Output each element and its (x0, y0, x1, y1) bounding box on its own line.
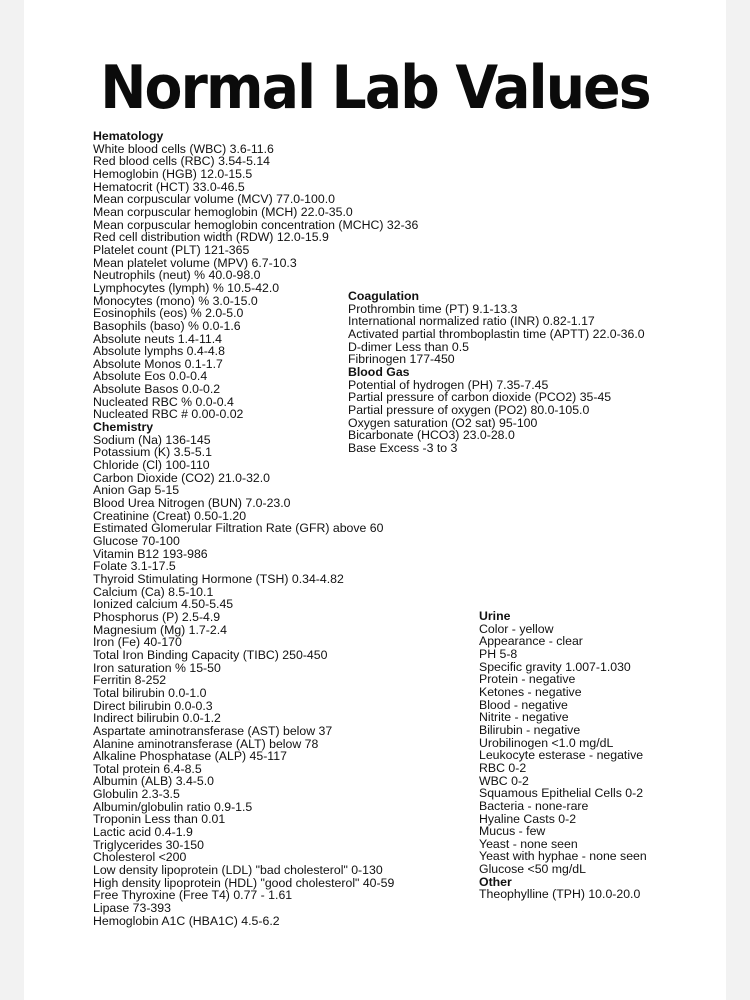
lab-value-line: Appearance - clear (479, 634, 583, 649)
lab-value-line: Red blood cells (RBC) 3.54-5.14 (93, 154, 271, 169)
lab-value-line: Theophylline (TPH) 10.0-20.0 (479, 887, 641, 902)
page-title: Normal Lab Values (100, 53, 650, 123)
lab-value-line: Mean platelet volume (MPV) 6.7-10.3 (93, 255, 297, 270)
lab-value-line: Platelet count (PLT) 121-365 (93, 242, 250, 257)
lab-value-line: Alanine aminotransferase (ALT) below 78 (93, 736, 319, 751)
lab-value-line: Total bilirubin 0.0-1.0 (93, 685, 207, 700)
section-chemistry (93, 421, 418, 927)
lab-value-line: Eosinophils (eos) % 2.0-5.0 (93, 306, 244, 321)
lab-value-line: Absolute Basos 0.0-0.2 (93, 382, 221, 397)
lab-value-line: Aspartate aminotransferase (AST) below 37 (93, 723, 333, 738)
lab-value-line: Yeast with hyphae - none seen (479, 849, 647, 864)
lab-value-line: Estimated Glomerular Filtration Rate (GFR) above 60 (93, 521, 384, 536)
lab-value-line: Bilirubin - negative (479, 722, 581, 737)
lab-value-line: Partial pressure of oxygen (PO2) 80.0-105.0 (348, 402, 590, 417)
lab-value-line: Activated partial thromboplastin time (APTT) 22.0-36.0 (348, 326, 645, 341)
lab-value-line: Free Thyroxine (Free T4) 0.77 - 1.61 (93, 888, 293, 903)
lab-value-line: Albumin (ALB) 3.4-5.0 (93, 774, 214, 789)
lab-value-line: Glucose <50 mg/dL (479, 862, 586, 877)
lab-value-line: Magnesium (Mg) 1.7-2.4 (93, 622, 227, 637)
lab-value-line: RBC 0-2 (479, 760, 527, 775)
middle-column (348, 290, 645, 455)
lab-value-line: Direct bilirubin 0.0-0.3 (93, 698, 213, 713)
section-other (479, 876, 647, 901)
lab-value-line: Bicarbonate (HCO3) 23.0-28.0 (348, 428, 515, 443)
lab-value-line: Absolute lymphs 0.4-4.8 (93, 344, 225, 359)
lab-value-line: Mean corpuscular hemoglobin concentration (MCHC) 32-36 (93, 217, 419, 232)
section-heading: Other (479, 874, 512, 889)
lab-value-line: International normalized ratio (INR) 0.82-1.17 (348, 314, 595, 329)
lab-value-line: Neutrophils (neut) % 40.0-98.0 (93, 268, 261, 283)
lab-value-line: Mean corpuscular hemoglobin (MCH) 22.0-35.0 (93, 204, 353, 219)
lab-value-line: Lactic acid 0.4-1.9 (93, 825, 193, 840)
lab-value-line: Ferritin 8-252 (93, 673, 167, 688)
lab-value-line: Leukocyte esterase - negative (479, 748, 644, 763)
lab-value-line: Prothrombin time (PT) 9.1-13.3 (348, 301, 518, 316)
lab-value-line: Calcium (Ca) 8.5-10.1 (93, 584, 214, 599)
lab-value-line: Alkaline Phosphatase (ALP) 45-117 (93, 749, 287, 764)
section-heading: Chemistry (93, 420, 154, 435)
lab-value-line: Hematocrit (HCT) 33.0-46.5 (93, 179, 245, 194)
lab-value-line: Potassium (K) 3.5-5.1 (93, 445, 212, 460)
section-coagulation (348, 290, 645, 366)
lab-value-line: White blood cells (WBC) 3.6-11.6 (93, 141, 274, 156)
lab-value-line: Total protein 6.4-8.5 (93, 761, 202, 776)
section-blood-gas (348, 366, 645, 455)
lab-value-line: Blood - negative (479, 697, 568, 712)
lab-value-line: Lymphocytes (lymph) % 10.5-42.0 (93, 280, 280, 295)
lab-value-line: Anion Gap 5-15 (93, 483, 180, 498)
lab-value-line: Partial pressure of carbon dioxide (PCO2) 35-45 (348, 390, 612, 405)
lab-value-line: Low density lipoprotein (LDL) "bad cholesterol" 0-130 (93, 863, 383, 878)
lab-value-line: Mucus - few (479, 824, 546, 839)
left-column (93, 130, 418, 927)
lab-value-line: Nitrite - negative (479, 710, 569, 725)
lab-value-line: Nucleated RBC % 0.0-0.4 (93, 394, 234, 409)
lab-value-line: Absolute Eos 0.0-0.4 (93, 369, 208, 384)
lab-value-line: Glucose 70-100 (93, 534, 180, 548)
section-heading: Blood Gas (348, 364, 410, 379)
lab-value-line: Phosphorus (P) 2.5-4.9 (93, 609, 221, 624)
lab-value-line: Chloride (Cl) 100-110 (93, 458, 210, 473)
lab-value-line: Iron (Fe) 40-170 (93, 635, 182, 650)
lab-value-line: Red cell distribution width (RDW) 12.0-15.9 (93, 230, 329, 245)
lab-value-line: Indirect bilirubin 0.0-1.2 (93, 711, 221, 726)
lab-value-line: Cholesterol <200 (93, 850, 187, 865)
lab-value-line: Specific gravity 1.007-1.030 (479, 659, 631, 674)
lab-value-line: Color - yellow (479, 621, 554, 636)
lab-value-line: Iron saturation % 15-50 (93, 660, 221, 675)
lab-value-line: Thyroid Stimulating Hormone (TSH) 0.34-4.82 (93, 571, 344, 586)
lab-value-line: PH 5-8 (479, 646, 518, 661)
lab-value-line: Sodium (Na) 136-145 (93, 432, 211, 447)
lab-value-line: Monocytes (mono) % 3.0-15.0 (93, 293, 258, 308)
lab-value-line: Albumin/globulin ratio 0.9-1.5 (93, 799, 253, 814)
lab-value-line: Potential of hydrogen (PH) 7.35-7.45 (348, 377, 549, 392)
lab-value-line: Fibrinogen 177-450 (348, 352, 455, 367)
lab-value-line: Hemoglobin (HGB) 12.0-15.5 (93, 166, 253, 181)
lab-value-line: Absolute Monos 0.1-1.7 (93, 356, 223, 371)
lab-value-line: Creatinine (Creat) 0.50-1.20 (93, 508, 247, 523)
lab-value-line: High density lipoprotein (HDL) "good cholesterol" 40-59 (93, 875, 395, 890)
lab-value-line: Mean corpuscular volume (MCV) 77.0-100.0 (93, 192, 335, 207)
section-heading: Urine (479, 609, 511, 623)
lab-value-line: Protein - negative (479, 672, 576, 687)
lab-value-line: Absolute neuts 1.4-11.4 (93, 331, 222, 346)
lab-value-line: Globulin 2.3-3.5 (93, 787, 180, 802)
lab-value-line: Oxygen saturation (O2 sat) 95-100 (348, 415, 538, 430)
lab-value-line: Vitamin B12 193-986 (93, 546, 208, 561)
section-heading: Hematology (93, 129, 164, 143)
lab-value-line: Blood Urea Nitrogen (BUN) 7.0-23.0 (93, 496, 291, 511)
lab-value-line: Hyaline Casts 0-2 (479, 811, 577, 826)
right-column (479, 610, 647, 901)
lab-value-line: Base Excess -3 to 3 (348, 440, 458, 455)
lab-value-line: Carbon Dioxide (CO2) 21.0-32.0 (93, 470, 271, 485)
lab-value-line: Hemoglobin A1C (HBA1C) 4.5-6.2 (93, 913, 280, 928)
section-urine (479, 610, 647, 876)
lab-value-line: Bacteria - none-rare (479, 798, 589, 813)
lab-value-line: D-dimer Less than 0.5 (348, 339, 469, 354)
lab-value-line: Ketones - negative (479, 684, 582, 699)
lab-value-line: Troponin Less than 0.01 (93, 812, 226, 827)
lab-value-line: Lipase 73-393 (93, 901, 171, 916)
section-heading: Coagulation (348, 289, 420, 303)
lab-value-line: Triglycerides 30-150 (93, 837, 204, 852)
lab-value-line: Folate 3.1-17.5 (93, 559, 176, 574)
lab-value-line: Yeast - none seen (479, 836, 578, 851)
lab-value-line: Squamous Epithelial Cells 0-2 (479, 786, 644, 801)
lab-value-line: Urobilinogen <1.0 mg/dL (479, 735, 614, 750)
lab-value-line: Ionized calcium 4.50-5.45 (93, 597, 234, 612)
lab-value-line: Total Iron Binding Capacity (TIBC) 250-450 (93, 647, 328, 662)
lab-value-line: Basophils (baso) % 0.0-1.6 (93, 318, 241, 333)
lab-value-line: Nucleated RBC # 0.00-0.02 (93, 407, 244, 422)
lab-value-line: WBC 0-2 (479, 773, 529, 788)
